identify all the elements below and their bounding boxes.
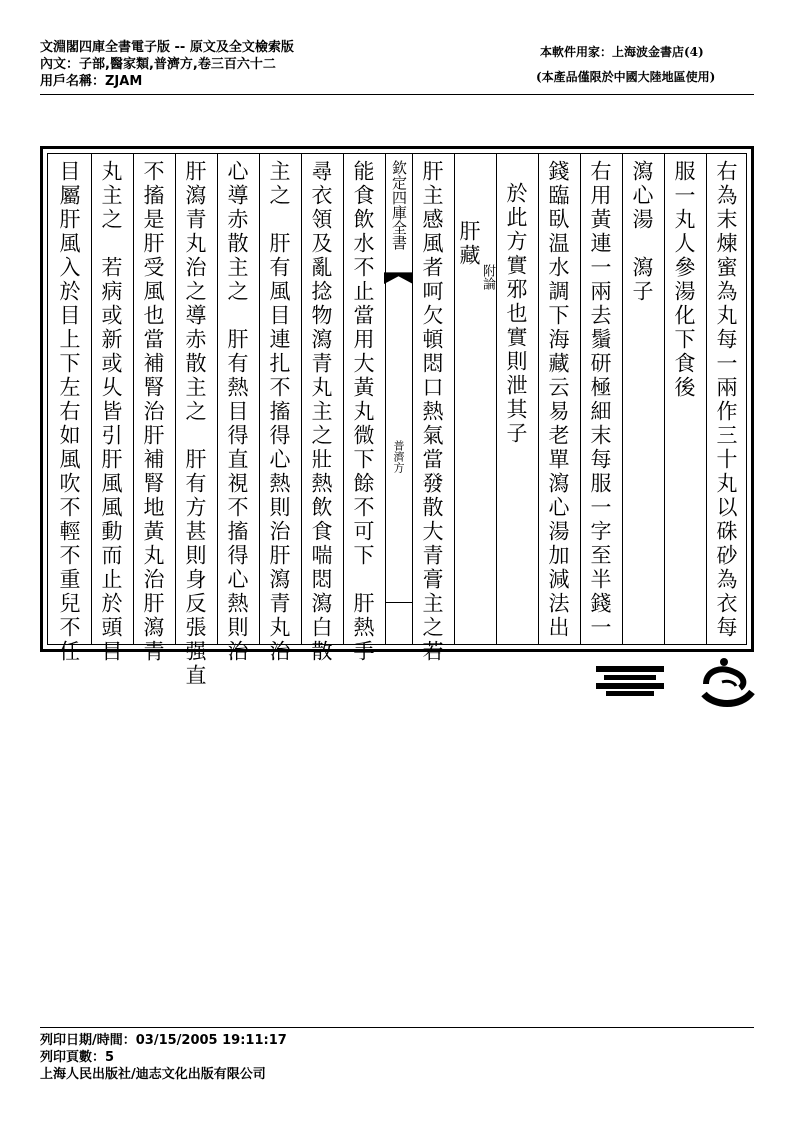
column-text: 能食飲水不止當用大黃丸微下餘不可下 肝熱手 [351, 160, 375, 664]
column-text: 右用黃連一兩去鬚研極細末每服一字至半錢一 [588, 160, 612, 640]
fish-tail-mark-icon [384, 272, 413, 298]
wave-logo-icon [596, 664, 664, 698]
text-column-12 [217, 154, 259, 664]
column-divider [622, 154, 623, 644]
licensee-label: 本軟件用家：上海波金書店(4) [540, 45, 704, 59]
header-title: 文淵閣四庫全書電子版 -- 原文及全文檢索版 [40, 40, 294, 55]
text-column-4 [580, 154, 622, 644]
print-datetime: 列印日期/時間：03/15/2005 19:11:17 [40, 1033, 287, 1048]
column-text: 肝瀉青丸治之導赤散主之 肝有方甚則身反張强直 [183, 160, 207, 688]
column-divider [580, 154, 581, 644]
column-divider [175, 154, 176, 644]
text-column-11 [259, 154, 301, 664]
column-divider [412, 154, 413, 644]
column-divider [706, 154, 707, 644]
user-label: 用戶名稱：ZJAM [40, 74, 143, 89]
text-column-2 [664, 154, 706, 644]
center-title: 欽定四庫全書 [390, 160, 408, 250]
column-divider [301, 154, 302, 644]
text-column-6 [496, 154, 538, 644]
text-column-3 [622, 154, 664, 644]
column-divider [496, 154, 497, 644]
column-text: 主之 肝有風目連扎不搐得心熱則治肝瀉青丸治 [267, 160, 291, 664]
column-text: 錢臨臥温水調下海藏云易老單瀉心湯加減法出 [546, 160, 570, 640]
column-text: 瀉心湯 瀉子 [630, 160, 654, 304]
header-rule [40, 94, 754, 95]
text-column-7 [454, 154, 496, 644]
text-column-10 [301, 154, 343, 664]
column-divider [538, 154, 539, 644]
text-column-5 [538, 154, 580, 644]
column-divider [91, 154, 92, 644]
column-divider [217, 154, 218, 644]
publisher: 上海人民出版社/迪志文化出版有限公司 [40, 1067, 266, 1082]
center-rule [385, 602, 412, 603]
column-text: 服一丸人參湯化下食後 [672, 160, 696, 400]
column-divider [385, 154, 386, 644]
column-divider [343, 154, 344, 644]
text-column-8 [412, 154, 454, 664]
print-pages: 列印頁數：5 [40, 1050, 115, 1065]
column-text: 目屬肝風入於目上下左右如風吹不輕不重兒不任 [57, 160, 81, 664]
column-text: 心導赤散主之 肝有熱目得直視不搐得心熱則治 [225, 160, 249, 664]
text-column-13 [175, 154, 217, 688]
text-column-14 [133, 154, 175, 664]
column-text: 不搐是肝受風也當補腎治肝補腎地黃丸治肝瀉青 [141, 160, 165, 664]
text-column-16 [49, 154, 91, 664]
column-text: 肝主感風者呵欠頓悶口熱氣當發散大青膏主之若 [420, 160, 444, 664]
content-label: 內文：子部,醫家類,普濟方,卷三百六十二 [40, 57, 276, 72]
text-column-1 [706, 154, 748, 644]
text-column-9 [343, 154, 385, 664]
section-heading: 肝藏 [457, 220, 481, 268]
text-column-15 [91, 154, 133, 664]
center-subtitle: 普濟方 [392, 440, 405, 473]
column-divider [133, 154, 134, 644]
document-page [47, 153, 747, 688]
column-text: 丸主之 若病或新或乆皆引肝風風動而止於頭目 [99, 160, 123, 664]
column-divider [259, 154, 260, 644]
column-text: 右為末煉蜜為丸每一兩作三十丸以硃砂為衣每 [714, 160, 738, 640]
footer-rule [40, 1027, 754, 1028]
column-text: 尋衣領及亂捻物瀉青丸主之壯熱飲食喘悶瀉白散 [309, 160, 333, 664]
document-page-frame [40, 146, 754, 688]
column-text: 於此方實邪也實則泄其子 [504, 182, 528, 446]
column-divider [664, 154, 665, 644]
section-note: 附論 [480, 264, 495, 290]
seal-logo-icon [700, 654, 756, 710]
region-notice: (本產品僅限於中國大陸地區使用) [536, 70, 716, 84]
center-margin-column [385, 154, 412, 644]
column-divider [454, 154, 455, 644]
